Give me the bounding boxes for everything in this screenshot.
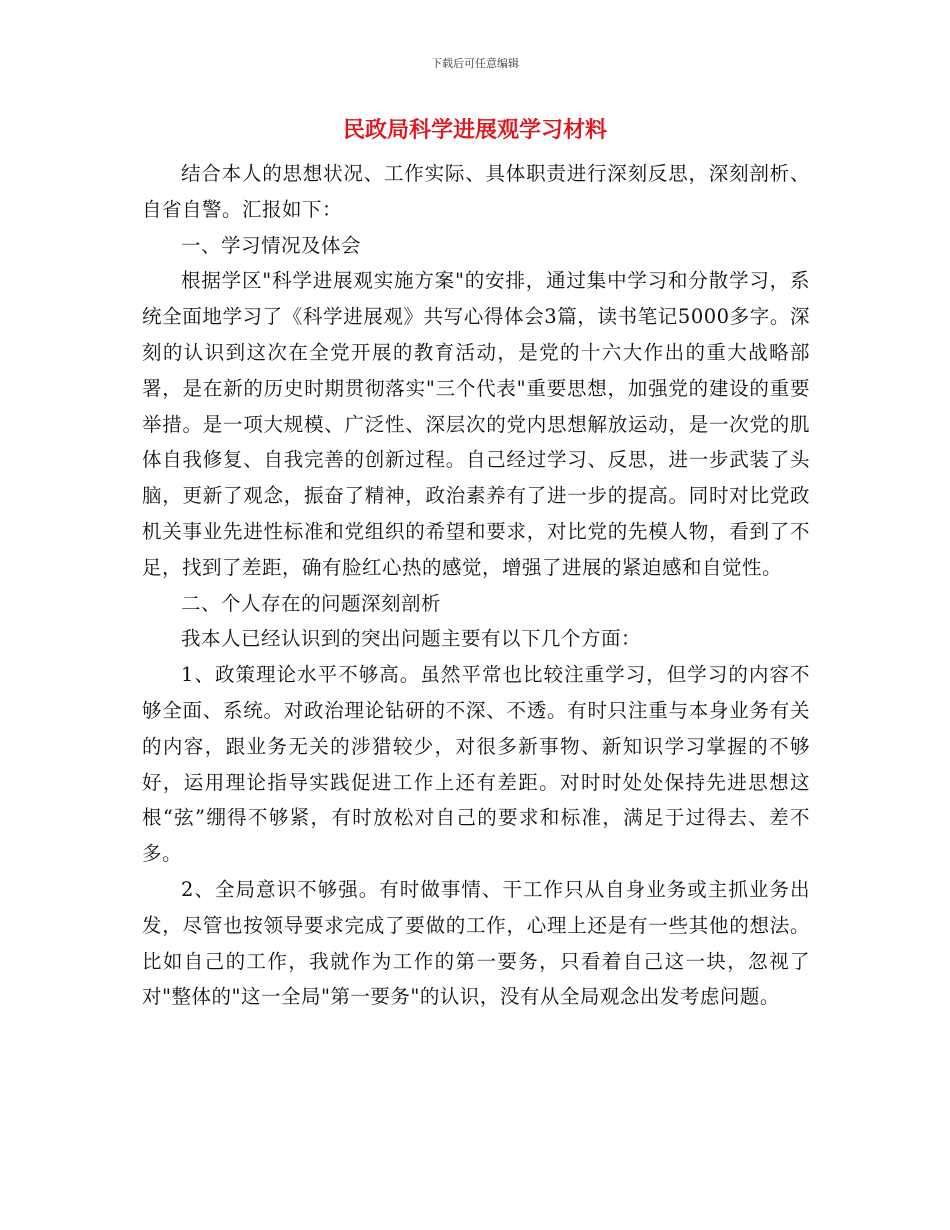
section-heading-1: 一、学习情况及体会	[181, 233, 362, 257]
section-heading-2: 二、个人存在的问题深刻剖析	[181, 591, 442, 615]
document-title: 民政局科学进展观学习材料	[342, 118, 607, 143]
document-body	[142, 156, 810, 1015]
paragraph-study: 根据学区"科学进展观实施方案"的安排，通过集中学习和分散学习，系统全面地学习了《科学进展观》共写心得体会3篇，读书笔记5000多字。深刻的认识到这次在全党开展的教育活动，是党的十六大作出的重大战略部署，是在新的历史时期贯彻落实"三个代表"重要思想，加强党的建设的重要举措。是一项大规模、广泛性、深层次的党内思想解放运动，是一次党的肌体自我修复、自我完善的创新过程。自己经过学习、反思，进一步武装了头脑，更新了观念，振奋了精神，政治素养有了进一步的提高。同时对比党政机关事业先进性标准和党组织的希望和要求，对比党的先模人物，看到了不足，找到了差距，确有脸红心热的感觉，增强了进展的紧迫感和自觉性。	[142, 269, 810, 579]
header-note: 下载后可任意编辑	[431, 57, 519, 70]
paragraph-problem-1: 1、政策理论水平不够高。虽然平常也比较注重学习，但学习的内容不够全面、系统。对政治理论钻研的不深、不透。有时只注重与本身业务有关的内容，跟业务无关的涉猎较少，对很多新事物、新知识学习掌握的不够好，运用理论指导实践促进工作上还有差距。对时时处处保持先进思想这根“弦”绷得不够紧，有时放松对自己的要求和标准，满足于过得去、差不多。	[142, 663, 810, 866]
paragraph-problem-2: 2、全局意识不够强。有时做事情、干工作只从自身业务或主抓业务出发，尽管也按领导要求完成了要做的工作，心理上还是有一些其他的想法。比如自己的工作，我就作为工作的第一要务，只看着自己这一块，忽视了对"整体的"这一全局"第一要务"的认识，没有从全局观念出发考虑问题。	[142, 877, 810, 1009]
paragraph-intro: 结合本人的思想状况、工作实际、具体职责进行深刻反思，深刻剖析、自省自警。汇报如下：	[142, 162, 810, 221]
paragraph-problems-intro: 我本人已经认识到的突出问题主要有以下几个方面：	[181, 627, 642, 651]
